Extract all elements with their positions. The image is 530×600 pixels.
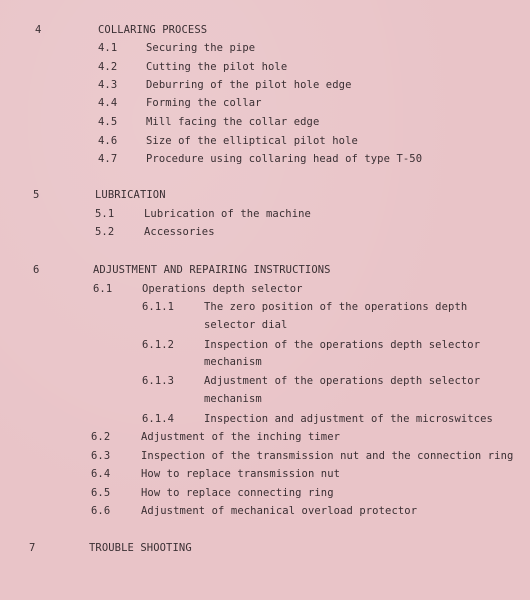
item-number: 4.6 (98, 135, 118, 147)
subitem-number: 6.1.2 (142, 339, 175, 351)
section-number: 4 (35, 24, 42, 36)
item-text: Deburring of the pilot hole edge (146, 79, 352, 91)
subitem-text-continued: mechanism (204, 356, 262, 368)
section-number: 7 (29, 542, 36, 554)
item-number: 6.1 (93, 283, 113, 295)
item-number: 4.4 (98, 97, 118, 109)
subitem-text-continued: mechanism (204, 393, 262, 405)
section-title: COLLARING PROCESS (98, 24, 208, 36)
item-number: 6.3 (91, 450, 111, 462)
item-number: 4.5 (98, 116, 118, 128)
item-text: Cutting the pilot hole (146, 61, 288, 73)
section-title: TROUBLE SHOOTING (89, 542, 192, 554)
item-text: Mill facing the collar edge (146, 116, 320, 128)
item-number: 4.2 (98, 61, 118, 73)
item-text: How to replace transmission nut (141, 468, 341, 480)
item-text: Adjustment of mechanical overload protector (141, 505, 418, 517)
item-number: 4.1 (98, 42, 118, 54)
subitem-text: Inspection and adjustment of the microswitces (204, 413, 493, 425)
item-text: Securing the pipe (146, 42, 256, 54)
item-text: Lubrication of the machine (144, 208, 311, 220)
section-number: 5 (33, 189, 40, 201)
item-number: 6.2 (91, 431, 111, 443)
item-text: Operations depth selector (142, 283, 303, 295)
item-text: Inspection of the transmission nut and the connection ring (141, 450, 514, 462)
item-text: Procedure using collaring head of type T-50 (146, 153, 423, 165)
item-number: 5.1 (95, 208, 115, 220)
item-text: Accessories (144, 226, 215, 238)
subitem-text-continued: selector dial (204, 319, 288, 331)
subitem-number: 6.1.3 (142, 375, 175, 387)
item-number: 4.3 (98, 79, 118, 91)
item-text: Size of the elliptical pilot hole (146, 135, 358, 147)
subitem-number: 6.1.4 (142, 413, 175, 425)
item-text: How to replace connecting ring (141, 487, 334, 499)
subitem-number: 6.1.1 (142, 301, 175, 313)
section-title: LUBRICATION (95, 189, 166, 201)
subitem-text: Adjustment of the operations depth selector (204, 375, 481, 387)
subitem-text: Inspection of the operations depth selector (204, 339, 481, 351)
item-number: 6.5 (91, 487, 111, 499)
section-number: 6 (33, 264, 40, 276)
section-title: ADJUSTMENT AND REPAIRING INSTRUCTIONS (93, 264, 331, 276)
item-number: 5.2 (95, 226, 115, 238)
item-number: 4.7 (98, 153, 118, 165)
item-number: 6.6 (91, 505, 111, 517)
subitem-text: The zero position of the operations depth (204, 301, 468, 313)
item-text: Forming the collar (146, 97, 262, 109)
item-number: 6.4 (91, 468, 111, 480)
item-text: Adjustment of the inching timer (141, 431, 341, 443)
